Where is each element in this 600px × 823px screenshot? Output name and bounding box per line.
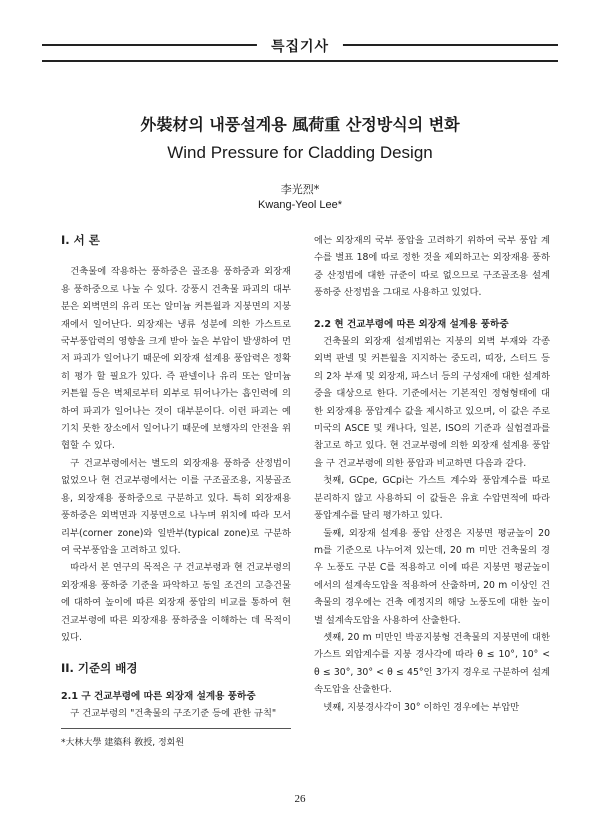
paragraph: 건축물에 작용하는 풍하중은 골조용 풍하중과 외장재용 풍하중으로 나눌 수 있다. 강풍시 건축물 파괴의 대부분은 외벽면의 유리 또는 알미늄 커튼월과 지붕면의 지붕재에서 일어난다. 외장재는 냉류 성분에 의한 가스트로 국부풍압력의 영향을 크게 받아 높은 부압이 발생하여 먼저 파괴가 일어나기 때문에 외장재 설계용 풍압력은 정확히 평가 할 필요가 있다. 즉 판넬이나 유리 또는 알미늄 커튼월 등은 벽체로부터 외부로 뒤어나가는 흡인력에 의하여 파괴가 일어나는 것이 대부분이다. 이런 파괴는 예기치 못한 장소에서 일어나기 때문에 보행자의 안전을 위협할 수 있다. [61, 266, 291, 452]
paragraph: 에는 외장재의 국부 풍압을 고려하기 위하여 국부 풍압 계수를 별표 18에 따로 정한 것을 제외하고는 외장재용 풍하중 산정법에 대한 규준이 따로 없으므로 구조골조용 설계 풍하중 산정법을 그대로 사용하고 있었다. [314, 235, 550, 299]
paragraph: 첫째, GCpe, GCpi는 가스트 계수와 풍압계수를 따로 분리하지 않고 사용하되 이 값들은 유효 수압면적에 따라 풍압계수를 달리 평가하고 있다. [314, 475, 550, 522]
paragraph: 건축물의 외장재 설계범위는 지붕의 외벽 부재와 각종 외벽 판넬 및 커튼월을 지지하는 중도리, 띠장, 스터드 등의 2차 부재 및 외장재, 파스너 등의 구성재에 대한 설계하중을 대상으로 한다. 기준에서는 기본적인 정형형태에 대한 외장재용 풍압계수 값을 제시하고 있으며, 이 값은 주로 미국의 ASCE 및 캐나다, 일본, ISO의 기준과 실험결과를 참고로 하고 있다. 현 건교부령에 의한 외장재 설계용 풍압을 구 건교부령에 의한 풍압과 비교하면 다음과 같다. [314, 336, 550, 469]
paragraph: 넷째, 지붕경사각이 30° 이하인 경우에는 부압만 [323, 701, 520, 713]
article-title-english: Wind Pressure for Cladding Design [167, 143, 433, 162]
left-column [61, 232, 291, 723]
subsection-heading-2-1: 2.1 구 건교부령에 따른 외장재 설계용 풍하중 [61, 690, 256, 702]
section-heading-background: II. 기준의 배경 [61, 661, 138, 676]
paragraph: 구 건교부령의 "건축물의 구조기준 등에 관한 규칙" [70, 708, 277, 720]
paragraph: 구 건교부령에서는 별도의 외장재용 풍하중 산정법이 없었으나 현 건교부령에서는 이를 구조골조용, 지붕골조용, 외장재용 풍하중으로 구분하고 있다. 특히 외장재용 풍하중은 외벽면과 지붕면으로 나누며 위치에 따라 모서리부(corner zone)와 일반부(typical zone)로 구분하여 국부풍압을 고려하고 있다. [61, 457, 291, 556]
author-footnote: *大林大學 建築科 敎授, 정회원 [61, 728, 291, 748]
author-name-korean: 李光烈* [280, 183, 320, 196]
paragraph: 따라서 본 연구의 목적은 구 건교부령과 현 건교부령의 외장재용 풍하중 기준을 파악하고 동일 조건의 고층건물에 대하여 높이에 따른 외장재 풍압의 비교를 통하여 현 건교부령에 따른 외장재용 풍하중을 이해하는 데 목적이 있다. [61, 562, 291, 643]
author-name-english: Kwang-Yeol Lee* [258, 199, 342, 211]
paragraph: 둘째, 외장재 설계용 풍압 산정은 지붕면 평균높이 20 m를 기준으로 나누어져 있는데, 20 m 미만 건축물의 경우 노풍도 구분 C를 적용하고 이에 따른 지붕면 평균높이에서의 설계속도압을 적용하여 산출하며, 20 m 이상인 건축물의 경우에는 건축 예정지의 해당 노풍도에 대한 높이별 설계속도압을 사용하여 산출한다. [314, 527, 550, 626]
section-label: 특집기사 [257, 36, 343, 56]
section-heading-introduction: I. 서 론 [61, 233, 100, 247]
paragraph: 셋째, 20 m 미만인 박공지붕형 건축물의 지붕면에 대한 가스트 외압계수를 지붕 경사각에 따라 θ ≤ 10°, 10° < θ ≤ 30°, 30° < θ ≤ 45°인 3가지 경우로 구분하여 설계속도압을 산출한다. [314, 631, 550, 696]
subsection-heading-2-2: 2.2 현 건교부령에 따른 외장재 설계용 풍하중 [314, 318, 509, 330]
right-column [314, 232, 550, 716]
article-title-korean: 外裝材의 내풍설계용 風荷重 산정방식의 변화 [140, 115, 460, 134]
page-number: 26 [294, 793, 306, 805]
